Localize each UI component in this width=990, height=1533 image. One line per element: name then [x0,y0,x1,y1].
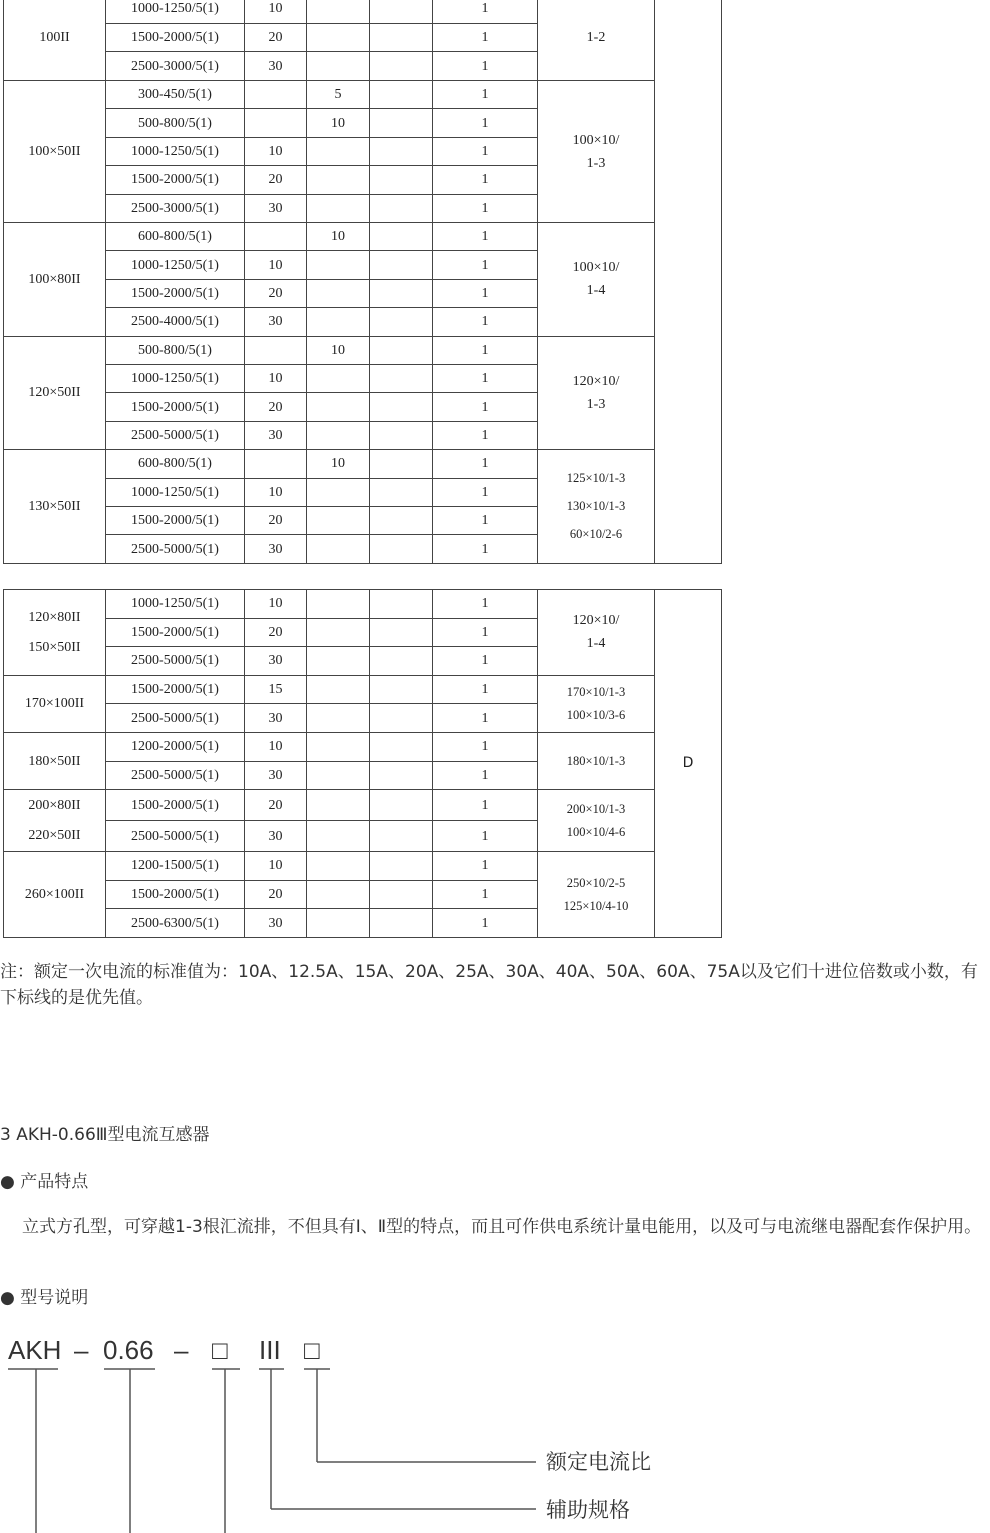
ratio-cell: 600-800/5(1) [106,450,245,478]
model-heading: ● 型号说明 [0,1288,89,1308]
ratio-cell: 1000-1250/5(1) [106,251,245,279]
value-cell [370,675,433,704]
features-text: 立式方孔型，可穿越1-3根汇流排，不但具有Ⅰ、Ⅱ型的特点，而且可作供电系统计量电能用，以及可与电流继电器配套作保护用。 [22,1217,982,1237]
value-cell: 20 [245,279,307,307]
value-cell [307,732,370,761]
value-cell [245,450,307,478]
value-cell [307,52,370,81]
value-cell [370,761,433,790]
value-cell [370,0,433,23]
value-cell: 1 [433,279,538,307]
value-cell: 5 [307,81,370,109]
value-cell: 1 [433,880,538,909]
value-cell [370,109,433,137]
table-row [4,81,722,109]
ratio-cell: 1500-2000/5(1) [106,393,245,421]
value-cell: 20 [245,790,307,821]
table-row [4,450,722,478]
ratio-cell: 2500-5000/5(1) [106,421,245,449]
value-cell: 1 [433,52,538,81]
value-cell [370,821,433,852]
ratio-cell: 500-800/5(1) [106,336,245,364]
value-cell [370,704,433,733]
cell-line: 170×10/1-3 [566,684,626,699]
value-cell: 30 [245,704,307,733]
cell-line: 250×10/2-5 [566,875,626,890]
value-cell: 1 [433,393,538,421]
value-cell: 10 [245,590,307,619]
cell-line: 170×100II [24,696,85,712]
value-cell [307,675,370,704]
value-cell [370,137,433,165]
value-cell [370,880,433,909]
table-row [4,852,722,881]
value-cell: 1 [433,308,538,336]
value-cell [370,223,433,251]
value-cell [307,421,370,449]
ratio-cell: 500-800/5(1) [106,109,245,137]
value-cell: 1 [433,450,538,478]
value-cell [307,647,370,676]
model-cell: 100II [4,0,106,81]
value-cell: 10 [245,137,307,165]
ratio-cell: 1000-1250/5(1) [106,0,245,23]
value-cell [307,137,370,165]
model-cell [4,732,106,789]
model-part-box: □ [304,1335,320,1365]
ratio-cell: 1200-2000/5(1) [106,732,245,761]
model-code-diagram [0,1320,990,1533]
value-cell [370,421,433,449]
cell-line: 220×50II [28,828,81,844]
model-part-type: III [259,1335,281,1365]
value-cell [307,761,370,790]
value-cell [370,732,433,761]
busbar-cell [538,590,655,676]
value-cell [307,852,370,881]
table-row [4,0,722,23]
value-cell: 10 [245,852,307,881]
value-cell [245,81,307,109]
ratio-cell: 1000-1250/5(1) [106,590,245,619]
ratio-cell: 1500-2000/5(1) [106,23,245,52]
cell-line: 180×10/1-3 [566,753,626,768]
value-cell: 1 [433,909,538,938]
value-cell: 30 [245,909,307,938]
value-cell [370,166,433,194]
value-cell: 1 [433,364,538,392]
grade-cell: D [655,590,722,938]
cell-line: 1-3 [586,396,606,412]
ratio-cell: 2500-5000/5(1) [106,647,245,676]
value-cell: 10 [245,251,307,279]
value-cell: 1 [433,336,538,364]
model-part-voltage: 0.66 [103,1335,154,1365]
ratio-cell: 1500-2000/5(1) [106,675,245,704]
model-cell [4,790,106,852]
cell-line: 260×100II [24,887,85,903]
value-cell: 20 [245,618,307,647]
value-cell [307,704,370,733]
value-cell [307,308,370,336]
ratio-cell: 2500-5000/5(1) [106,761,245,790]
model-cell [4,675,106,732]
cell-line: 1-3 [586,155,606,171]
model-cell [4,590,106,676]
ratio-cell: 1500-2000/5(1) [106,790,245,821]
ratio-cell: 300-450/5(1) [106,81,245,109]
value-cell: 30 [245,821,307,852]
value-cell: 1 [433,81,538,109]
value-cell: 1 [433,732,538,761]
model-part-dash: – [74,1335,89,1365]
cell-line: 200×10/1-3 [566,801,626,816]
table-row [4,223,722,251]
cell-line: 200×80II [28,798,81,814]
value-cell: 1 [433,590,538,619]
value-cell: 10 [245,364,307,392]
cell-line: 120×10/ [572,613,620,629]
ratio-cell: 2500-5000/5(1) [106,535,245,563]
ratio-cell: 1000-1250/5(1) [106,364,245,392]
standard-values-note: 注：额定一次电流的标准值为：10A、12.5A、15A、20A、25A、30A、40A、50A、60A、75A以及它们十进位倍数或小数，有下标线的是优先值。 [0,962,978,1008]
value-cell [370,308,433,336]
value-cell [370,647,433,676]
value-cell: 30 [245,535,307,563]
busbar-cell [538,675,655,732]
value-cell [370,590,433,619]
value-cell: 20 [245,166,307,194]
value-cell: 1 [433,506,538,534]
ratio-cell: 1200-1500/5(1) [106,852,245,881]
spec-table-upper [3,0,722,564]
label-auxiliary-spec: 辅助规格 [546,1498,630,1522]
value-cell: 1 [433,535,538,563]
value-cell [370,336,433,364]
features-heading: ● 产品特点 [0,1172,89,1192]
label-rated-current-ratio: 额定电流比 [546,1450,651,1474]
value-cell: 1 [433,675,538,704]
value-cell [370,23,433,52]
value-cell: 20 [245,506,307,534]
value-cell [245,223,307,251]
table-row [4,675,722,704]
cell-line: 150×50II [28,639,81,655]
value-cell [370,478,433,506]
busbar-cell [538,732,655,789]
value-cell [307,790,370,821]
cell-line: 180×50II [28,753,81,769]
value-cell [370,450,433,478]
value-cell [307,166,370,194]
ratio-cell: 1500-2000/5(1) [106,618,245,647]
value-cell [370,251,433,279]
value-cell: 1 [433,618,538,647]
value-cell: 30 [245,421,307,449]
value-cell: 1 [433,647,538,676]
blank-cell [655,0,722,563]
model-part-box: □ [212,1335,228,1365]
table-row [4,336,722,364]
value-cell [370,852,433,881]
ratio-cell: 2500-4000/5(1) [106,308,245,336]
value-cell: 10 [307,223,370,251]
ratio-cell: 1000-1250/5(1) [106,478,245,506]
busbar-cell [538,852,655,938]
value-cell: 20 [245,393,307,421]
value-cell: 30 [245,194,307,222]
value-cell: 30 [245,308,307,336]
ratio-cell: 2500-5000/5(1) [106,821,245,852]
value-cell: 1 [433,790,538,821]
table-row [4,732,722,761]
cell-line: 120×80II [28,609,81,625]
value-cell: 10 [307,109,370,137]
value-cell: 30 [245,761,307,790]
cell-line: 60×10/2-6 [569,526,623,541]
value-cell: 15 [245,675,307,704]
value-cell [307,23,370,52]
ratio-cell: 1500-2000/5(1) [106,506,245,534]
ratio-cell: 600-800/5(1) [106,223,245,251]
value-cell: 1 [433,0,538,23]
value-cell [245,109,307,137]
value-cell: 1 [433,852,538,881]
value-cell [370,790,433,821]
cell-line: 130×10/1-3 [566,498,626,513]
value-cell: 30 [245,52,307,81]
value-cell: 1 [433,251,538,279]
value-cell [307,279,370,307]
value-cell: 10 [245,0,307,23]
value-cell: 1 [433,166,538,194]
value-cell [370,909,433,938]
busbar-cell [538,223,655,337]
ratio-cell: 1500-2000/5(1) [106,166,245,194]
value-cell [307,909,370,938]
value-cell: 30 [245,647,307,676]
ratio-cell: 1500-2000/5(1) [106,279,245,307]
value-cell: 1 [433,23,538,52]
ratio-cell: 1500-2000/5(1) [106,880,245,909]
model-cell [4,852,106,938]
value-cell: 10 [307,450,370,478]
model-diagram-lines [8,1369,536,1533]
ratio-cell: 1000-1250/5(1) [106,137,245,165]
ratio-cell: 2500-5000/5(1) [106,704,245,733]
value-cell [370,393,433,421]
value-cell [370,81,433,109]
cell-line: 100×10/ [572,132,620,148]
value-cell [307,364,370,392]
ratio-cell: 2500-3000/5(1) [106,194,245,222]
value-cell [370,506,433,534]
section-title: 3 AKH-0.66Ⅲ型电流互感器 [0,1125,210,1145]
ratio-cell: 2500-6300/5(1) [106,909,245,938]
value-cell [370,618,433,647]
model-cell: 120×50II [4,336,106,450]
value-cell [307,590,370,619]
value-cell [307,880,370,909]
busbar-cell [538,336,655,450]
value-cell: 10 [245,732,307,761]
cell-line: 1-2 [586,30,606,46]
value-cell [307,251,370,279]
value-cell [307,0,370,23]
value-cell: 20 [245,880,307,909]
value-cell [307,535,370,563]
busbar-cell [538,790,655,852]
value-cell: 1 [433,109,538,137]
model-part-dash: – [174,1335,189,1365]
value-cell [307,194,370,222]
value-cell [370,535,433,563]
busbar-cell [538,450,655,564]
model-cell: 100×80II [4,223,106,337]
cell-line: 1-4 [586,636,606,652]
cell-line: 100×10/ [572,260,620,276]
value-cell: 1 [433,478,538,506]
value-cell: 1 [433,194,538,222]
value-cell: 20 [245,23,307,52]
value-cell [307,821,370,852]
ratio-cell: 2500-3000/5(1) [106,52,245,81]
value-cell: 1 [433,761,538,790]
cell-line: 100×10/3-6 [566,707,626,722]
value-cell: 1 [433,821,538,852]
value-cell [307,506,370,534]
busbar-cell [538,0,655,81]
busbar-cell [538,81,655,223]
value-cell: 1 [433,137,538,165]
value-cell [370,52,433,81]
cell-line: 125×10/4-10 [563,898,629,913]
value-cell: 1 [433,421,538,449]
value-cell: 1 [433,223,538,251]
value-cell: 10 [307,336,370,364]
cell-line: 120×10/ [572,373,620,389]
cell-line: 1-4 [586,283,606,299]
cell-line: 125×10/1-3 [566,470,626,485]
model-cell: 130×50II [4,450,106,564]
table-row [4,590,722,619]
value-cell [370,279,433,307]
model-part-akh: AKH [8,1335,62,1365]
model-cell: 100×50II [4,81,106,223]
spec-table-lower [3,589,722,938]
value-cell [307,393,370,421]
value-cell: 1 [433,704,538,733]
table-row [4,790,722,821]
value-cell [370,364,433,392]
value-cell: 10 [245,478,307,506]
value-cell [370,194,433,222]
value-cell [307,618,370,647]
cell-line: 100×10/4-6 [566,824,626,839]
value-cell [307,478,370,506]
value-cell [245,336,307,364]
